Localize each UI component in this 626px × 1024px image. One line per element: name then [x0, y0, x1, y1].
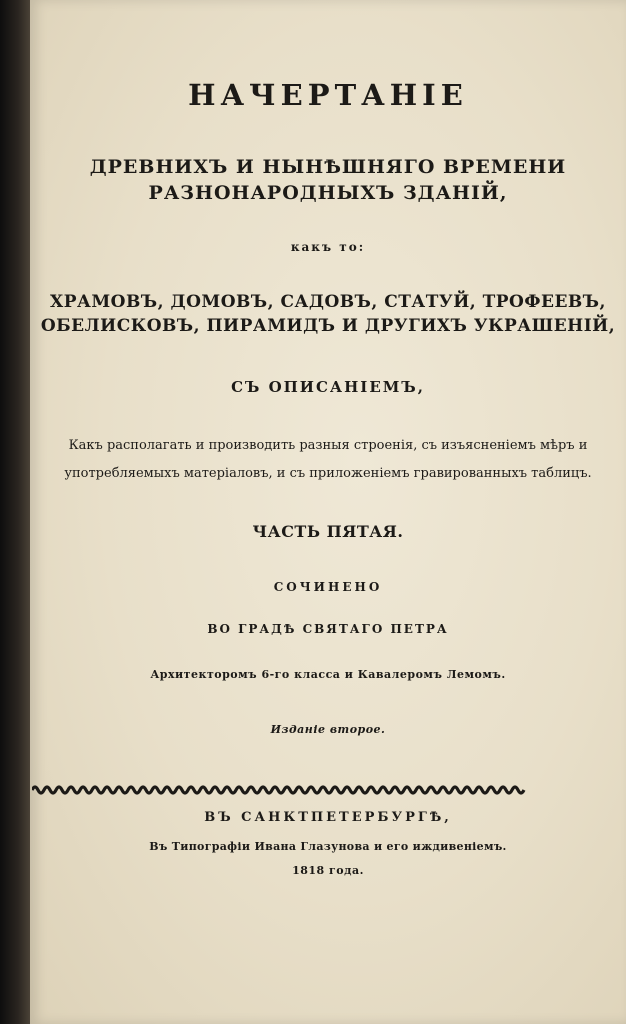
authored-label: СОЧИНЕНО — [273, 580, 383, 594]
decorative-rule — [32, 784, 526, 796]
imprint-printer: Въ Типографіи Ивана Глазунова и его иждивеніемъ. — [149, 840, 507, 853]
subtitle-line-2: РАЗНОНАРОДНЫХЪ ЗДАНІЙ, — [148, 182, 508, 204]
kak-to-label: какъ то: — [290, 240, 366, 254]
imprint-year: 1818 года. — [292, 864, 364, 877]
subtitle-line-1: ДРЕВНИХЪ И НЫНѢШНЯГО ВРЕМЕНИ — [89, 156, 567, 178]
book-title: НАЧЕРТАНІЕ — [188, 78, 468, 112]
description-line-2: употребляемыхъ матеріаловъ, и съ приложеніемъ гравированныхъ таблицъ. — [64, 466, 592, 481]
edition-note: Изданіе второе. — [270, 723, 386, 736]
contents-list-line-1: ХРАМОВЪ, ДОМОВЪ, САДОВЪ, СТАТУЙ, ТРОФЕЕВЪ, — [50, 292, 606, 312]
with-description-heading: СЪ ОПИСАНІЕМЪ, — [231, 378, 425, 396]
author-line: Архитекторомъ 6-го класса и Кавалеромъ Лемомъ. — [150, 668, 506, 681]
place-of-authorship: ВО ГРАДѢ СВЯТАГО ПЕТРА — [207, 622, 449, 636]
imprint-city: ВЪ САНКТПЕТЕРБУРГѢ, — [204, 810, 452, 825]
part-number: ЧАСТЬ ПЯТАЯ. — [252, 522, 404, 541]
contents-list-line-2: ОБЕЛИСКОВЪ, ПИРАМИДЪ И ДРУГИХЪ УКРАШЕНІЙ, — [40, 316, 616, 336]
book-binding — [0, 0, 30, 1024]
description-line-1: Какъ располагать и производить разныя строенія, съ изъясненіемъ мѣръ и — [68, 438, 588, 453]
title-page — [30, 0, 626, 1024]
